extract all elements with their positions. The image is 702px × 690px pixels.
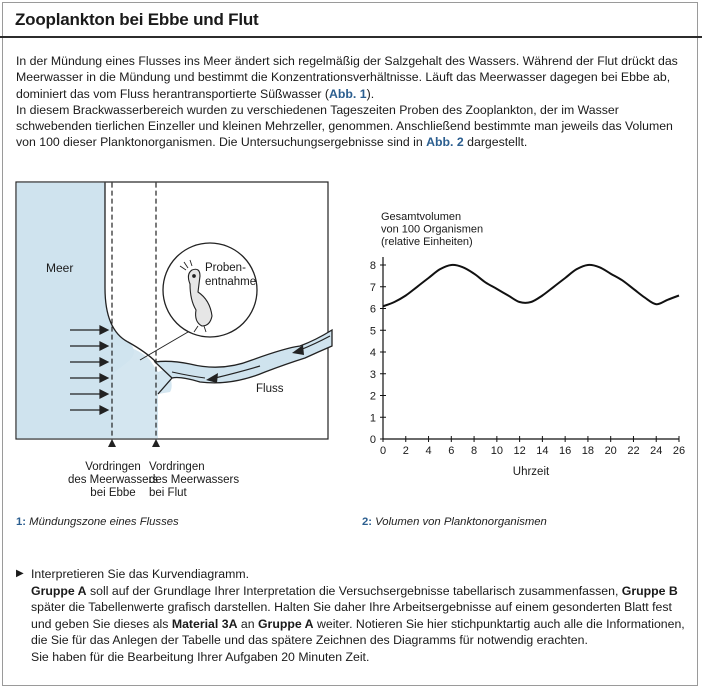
x-tick-label: 22: [627, 445, 640, 457]
x-tick-label: 4: [425, 445, 432, 457]
x-tick-label: 0: [379, 445, 387, 457]
chart-axes: [383, 257, 679, 439]
intro-text: [16, 53, 688, 151]
y-tick-label: 5: [369, 325, 376, 338]
estuary-diagram: [0, 180, 345, 510]
x-tick-label: 18: [581, 445, 595, 457]
caption-fig-2: 2: Volumen von Planktonorganismen: [362, 516, 547, 528]
x-tick-label: 6: [448, 445, 455, 457]
series-line: [383, 265, 679, 306]
task-bullet-icon: ▶: [16, 568, 24, 579]
x-tick-label: 20: [604, 445, 617, 457]
title-divider: [0, 36, 702, 38]
x-tick-label: 2: [402, 445, 409, 457]
y-tick-label: 4: [369, 347, 376, 359]
label-flut-3: bei Flut: [149, 487, 187, 499]
task-line-1: Interpretieren Sie das Kurvendiagramm.: [31, 567, 250, 581]
x-tick-label: 14: [536, 445, 549, 457]
x-tick-label: 26: [672, 445, 686, 457]
marker-ebbe: [108, 439, 116, 447]
x-tick-label: 10: [490, 445, 503, 457]
label-ebbe-1: Vordringen: [85, 461, 141, 473]
y-tick-label: 8: [369, 260, 376, 272]
task-line-time: Sie haben für die Bearbeitung Ihrer Aufgaben 20 Minuten Zeit.: [31, 649, 370, 664]
ref-abb-2[interactable]: Abb. 2: [426, 135, 464, 150]
y-tick-label: 6: [369, 303, 376, 316]
x-tick-label: 8: [471, 445, 478, 457]
label-flut-1: Vordringen: [149, 461, 205, 473]
task-block: [16, 566, 691, 665]
page-title: Zooplankton bei Ebbe und Flut: [15, 10, 259, 29]
intro-paragraph-1: In der Mündung eines Flusses ins Meer ändert sich regelmäßig der Salzgehalt des Wassers. Während der Flut drückt das Meerwasser in die Mündung und bestimmt die Konzentrationsverhältnisse. Läuft das Meerwasser dagegen bei Ebbe ab, dominiert das vom Fluss herantransportierte Süßwasser (Abb. 1).: [16, 54, 678, 101]
chart-title-line: Gesamtvolumen: [381, 211, 462, 223]
x-axis-label: Uhrzeit: [512, 466, 550, 478]
x-tick-label: 24: [650, 445, 663, 457]
y-tick-label: 1: [369, 412, 376, 425]
chart-title-line: (relative Einheiten): [381, 236, 473, 248]
chart-title-line: von 100 Organismen: [381, 223, 484, 236]
y-tick-label: 0: [369, 434, 376, 446]
label-fluss: Fluss: [256, 383, 284, 395]
x-tick-label: 16: [559, 445, 572, 457]
y-tick-label: 3: [369, 368, 376, 381]
label-meer: Meer: [46, 261, 74, 275]
label-flut-2: des Meerwassers: [149, 474, 240, 486]
y-tick-label: 2: [369, 390, 376, 403]
ref-abb-1[interactable]: Abb. 1: [329, 86, 367, 101]
task-text: [31, 566, 691, 665]
label-ebbe-2: des Meerwassers: [67, 474, 159, 486]
y-tick-label: 7: [369, 281, 376, 294]
label-probe-1: Proben-: [205, 262, 246, 274]
marker-flut: [152, 439, 160, 447]
task-line-2: Gruppe A soll auf der Grundlage Ihrer Interpretation die Versuchsergebnisse tabellarisch zusammenfassen, Gruppe B später die Tabellenwerte grafisch darstellen. Halten Sie daher Ihre Arbeitsergebnisse auf einem gesonderten Blatt fest und geben Sie dieses als Material 3A an Gruppe A weiter. Notieren Sie hier stichpunktartig auch alle die Informationen, die Sie für das Anlegen der Tabelle und das spätere Zeichnen des Diagramms für notwendig erachten.: [31, 583, 685, 647]
label-probe-2: entnahme: [205, 276, 257, 288]
sample-circle: [163, 243, 257, 337]
caption-fig-1: 1: Mündungszone eines Flusses: [16, 516, 179, 528]
x-tick-label: 12: [513, 445, 526, 457]
volume-chart: [355, 205, 695, 480]
chart-title: [381, 211, 483, 248]
intro-paragraph-2: In diesem Brackwasserbereich wurden zu verschiedenen Tageszeiten Proben des Zooplankton, der im Wasser schwebenden tierlichen Einzeller und kleinen Mehrzeller, genommen. Anschließend bestimmte man jeweils das Volumen von 100 dieser Planktonorganismen. Die Untersuchungsergebnisse sind in Abb. 2 dargestellt.: [16, 102, 673, 150]
label-ebbe-3: bei Ebbe: [90, 487, 136, 499]
